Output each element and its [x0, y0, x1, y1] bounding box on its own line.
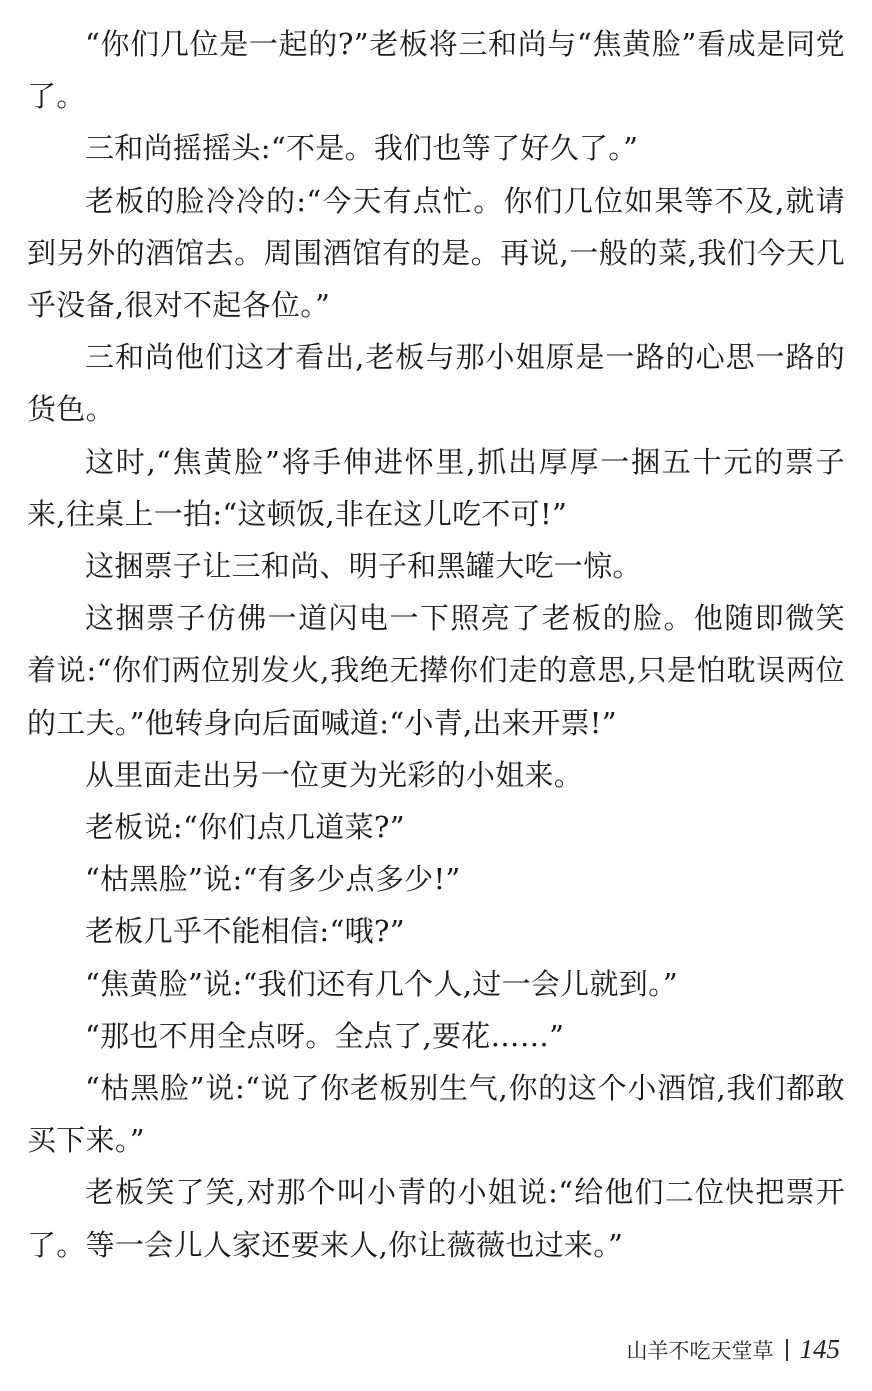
running-book-title: 山羊不吃天堂草	[626, 1338, 774, 1363]
paragraph: “你们几位是一起的?”老板将三和尚与“焦黄脸”看成是同党了。	[27, 27, 845, 114]
page-body	[27, 18, 845, 1271]
footer-divider	[786, 1339, 788, 1361]
paragraph: “枯黑脸”说:“说了你老板别生气,你的这个小酒馆,我们都敢买下来。”	[27, 1071, 845, 1158]
paragraph: 这捆票子让三和尚、明子和黑罐大吃一惊。	[85, 549, 642, 584]
paragraph: 三和尚他们这才看出,老板与那小姐原是一路的心思一路的货色。	[27, 340, 845, 427]
paragraph: “枯黑脸”说:“有多少点多少!”	[85, 862, 461, 897]
paragraph: “那也不用全点呀。全点了,要花……”	[85, 1018, 565, 1053]
page-number: 145	[799, 1334, 840, 1364]
paragraph: 老板几乎不能相信:“哦?”	[85, 914, 405, 949]
paragraph: 从里面走出另一位更为光彩的小姐来。	[85, 757, 584, 792]
paragraph: 老板的脸冷冷的:“今天有点忙。你们几位如果等不及,就请到另外的酒馆去。周围酒馆有的是。再说,一般的菜,我们今天几乎没备,很对不起各位。”	[27, 183, 845, 323]
page-footer	[627, 1334, 841, 1365]
paragraph: 这捆票子仿佛一道闪电一下照亮了老板的脸。他随即微笑着说:“你们两位别发火,我绝无撵你们走的意思,只是怕耽误两位的工夫。”他转身向后面喊道:“小青,出来开票!”	[27, 601, 845, 740]
paragraph: “焦黄脸”说:“我们还有几个人,过一会儿就到。”	[85, 966, 678, 1001]
paragraph: 老板说:“你们点几道菜?”	[85, 810, 405, 845]
paragraph: 老板笑了笑,对那个叫小青的小姐说:“给他们二位快把票开了。等一会儿人家还要来人,你让薇薇也过来。”	[27, 1175, 845, 1262]
paragraph: 这时,“焦黄脸”将手伸进怀里,抓出厚厚一捆五十元的票子来,往桌上一拍:“这顿饭,非在这儿吃不可!”	[27, 444, 845, 531]
paragraph: 三和尚摇摇头:“不是。我们也等了好久了。”	[85, 131, 639, 166]
